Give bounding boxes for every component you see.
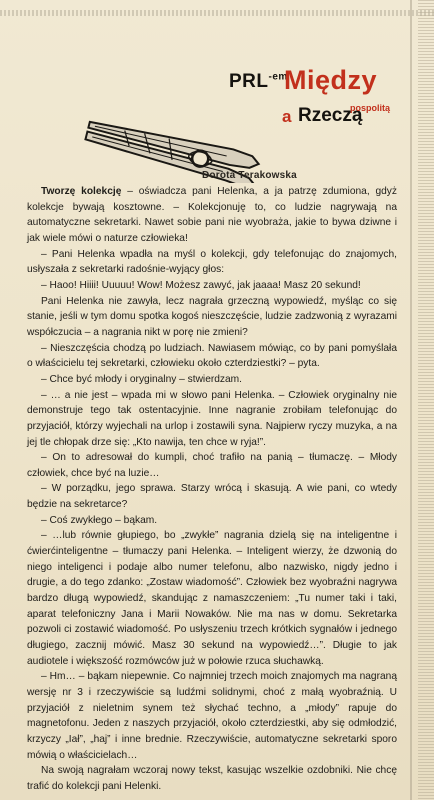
lead-brand: Tworzę kolekcję — [41, 186, 122, 197]
paragraph-7: – … a nie jest – wpada mi w słowo pani Helenka. – Człowiek oryginalny nie demonstruje tego tak ostentacyjnie. Inne nagranie zrobiłam telefonując do przyjaciół, którzy wyjechali na urlop i zostawili syna. Najpierw ryczy muzyka, a na jej tle chłopak drze się: „Kto nawija, ten chce w ryja!”. — [27, 389, 397, 448]
paragraph-11: – …lub równie głupiego, bo „zwykłe” nagrania dzielą się na inteligentne i ćwierćinteligentne – tłumaczy pani Helenka. – Inteligent wierzy, że dzwonią do niego inteligenci i podaje albo numer telefonu, albo nazwisko, nigdy jedno i drugie, a do tego zdanko: „Zostaw wiadomość”. Człowiek bez wyobraźni nagrywa bardzo długą wypowiedź, skandując z namaszczeniem: „Tu numer taki i taki, aparat telefoniczny Jana i Marii Nowaków. Nie ma nas w domu. Sekretarka pozwoli ci zostawić wiadomość. Po usłyszeniu trzech krótkich sygnałów i jednego długiego, zacznij mówić. Masz 30 sekund na wypowiedź…”. Długie to jak audiotele i większość rozmówców już w połowie rzuca słuchawką. — [27, 530, 397, 667]
header-prefix: $PRL^{-em}$ — [229, 71, 288, 92]
paragraph-2: – Pani Helenka wpadła na myśl o kolekcji, gdy telefonując do znajomych, usłyszała z sekretarki radośnie-wyjący głos: — [27, 248, 397, 276]
header-a: a — [282, 107, 292, 126]
paragraph-6: – Chce być młody i oryginalny – stwierdzam. — [41, 373, 242, 385]
paragraph-9: – W porządku, jego sprawa. Starzy wrócą i skasują. A wie pani, co wtedy będzie na sekretarce? — [27, 483, 397, 511]
right-margin-hatching — [418, 0, 434, 800]
paragraph-5: – Nieszczęścia chodzą po ludziach. Nawiasem mówiąc, co by pani pomyślała o właścicielu tej sekretarki, człowieku około czterdziestki? – pyta. — [27, 342, 397, 370]
header-title-red: Między — [284, 65, 378, 95]
article-body — [27, 184, 397, 795]
top-dotted-rule — [0, 10, 434, 16]
paragraph-3: – Haoo! Hiiii! Uuuuu! Wow! Możesz zawyć, jak jaaaa! Masz 20 sekund! — [41, 279, 361, 291]
paragraph-4: Pani Helenka nie zawyła, lecz nagrała grzeczną wypowiedź, myśląc co się stanie, jeśli w tym domu spotka kogoś nieszczęście, ludzie zadzwonią z wyrazami współczucia – a nagrania nikt w porę nie zmieni? — [27, 295, 397, 338]
paragraph-12: – Hm… – bąkam niepewnie. Co najmniej trzech moich znajomych ma nagraną wersję nr 3 i rzeczywiście są ludźmi solidnymi, choć z małą wyobraźnią. U przyjaciół z nieletnim synem też słychać techno, a „młody” rapuje do magnetofonu. Jeden z naszych przyjaciół, około czterdziestki, aby się odmłodzić, krzyczy „Iał”, „haj” i inne brednie. Rzeczywiście, automatyczne sekretarki sporo mówią o właścicielach… — [27, 671, 397, 761]
header-pospolita: pospolitą — [350, 103, 390, 113]
paragraph-13: Na swoją nagrałam wczoraj nowy tekst, kasując wszelkie ozdobniki. Nie chcę trafić do kolekcji pani Helenki. — [27, 765, 397, 792]
column-header — [0, 25, 420, 181]
paragraph-1: Tworzę kolekcję – oświadcza pani Helenka, a ja patrzę zdumiona, gdyż kolekcje bywają kosztowne. – Kolekcjonuję to, co ludzie nagrywają na automatyczne sekretarki. Nawet sobie pani nie wyobraża, jakie to bywa dziwne i jak wiele mówi o naturze człowieka! — [27, 186, 397, 244]
paragraph-10: – Coś zwykłego – bąkam. — [41, 514, 158, 526]
paragraph-8: – On to adresował do kumpli, choć trafiło na panią – tłumaczę. – Młody człowiek, chce być na luzie… — [27, 452, 397, 479]
header-rzecza: Rzeczą — [298, 105, 363, 126]
author-byline: Dorota Terakowska — [202, 170, 297, 181]
